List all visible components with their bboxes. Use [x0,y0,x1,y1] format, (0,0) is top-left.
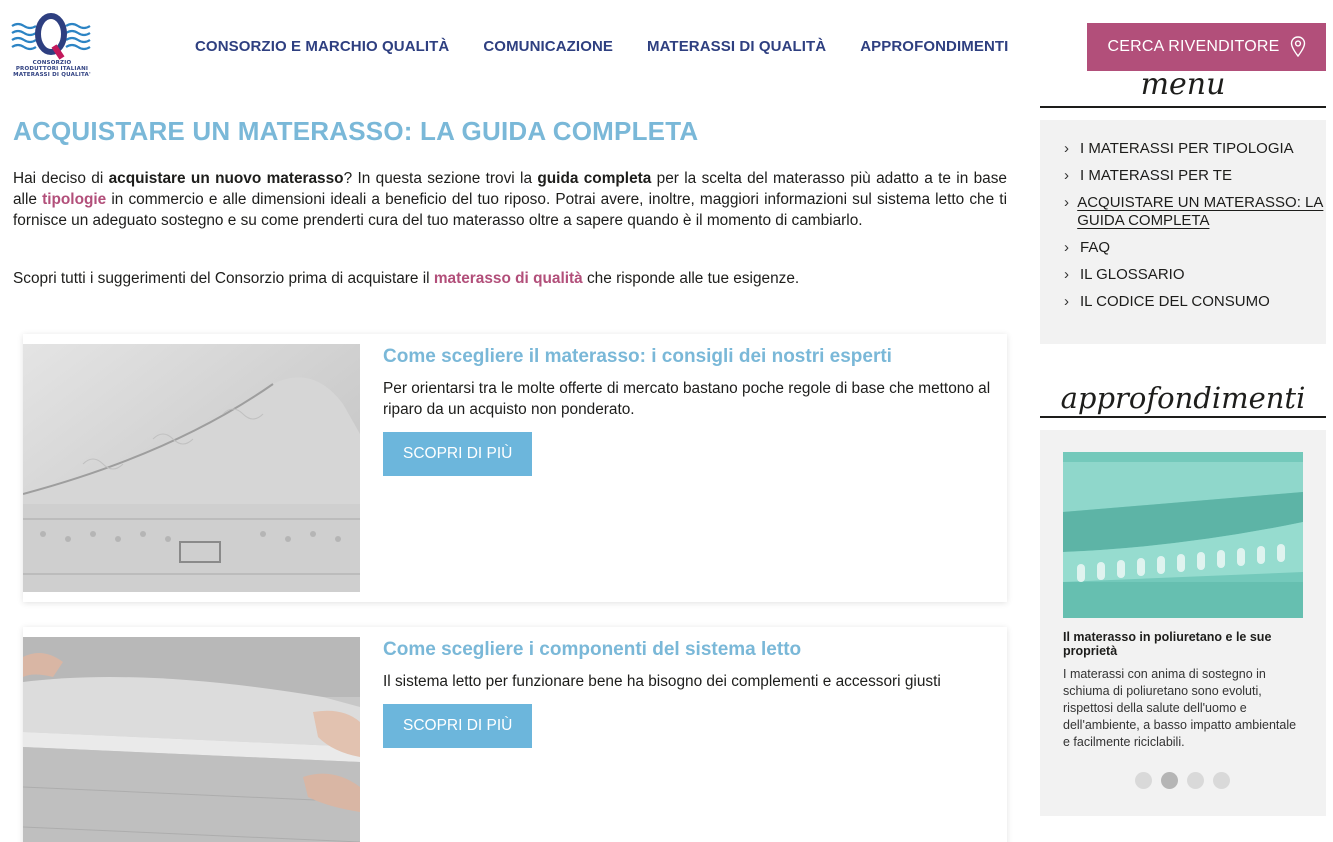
tipologie-link[interactable]: tipologie [42,191,107,208]
mattress-image[interactable] [23,344,360,592]
chevron-right-icon: › [1064,194,1069,211]
intro-paragraph: Hai deciso di acquistare un nuovo materasso? In questa sezione trovi la guida completa per la scelta del materasso più adatto a te in base alle tipologie in commercio e alle dimensioni ideali a beneficio del tuo riposo. Potrai avere, inoltre, maggiori informazioni sul sistema letto che ti fornisce un adeguato sostegno e su come prenderti cura del tuo materasso oltre a sapere quando è il momento di cambiarlo. [13,170,1007,229]
carousel-dot[interactable] [1213,772,1230,789]
article-card [23,334,1007,602]
carousel-article-title[interactable]: Il materasso in poliuretano e le sue proprietà [1063,630,1272,658]
sidebar-item-guida[interactable]: › ACQUISTARE UN MATERASSO: LA GUIDA COMPLETA [1064,194,1324,229]
carousel-dot-active[interactable] [1161,772,1178,789]
article-card [23,627,1007,842]
approfondimenti-heading: approfondimenti [1040,378,1326,418]
logo-text: CONSORZIO PRODUTTORI ITALIANI MATERASSI DI QUALITA' [13,60,91,78]
nav-comunicazione[interactable]: COMUNICAZIONE [483,38,614,55]
intro-paragraph-2: Scopri tutti i suggerimenti del Consorzio prima di acquistare il materasso di qualità che risponde alle tue esigenze. [13,270,800,287]
nav-consorzio[interactable]: CONSORZIO E MARCHIO QUALITÀ [195,38,450,55]
location-pin-icon [1290,36,1306,58]
card-text: Per orientarsi tra le molte offerte di mercato bastano poche regole di base che mettono al riparo da un acquisto non ponderato. [383,380,991,418]
carousel-article-text: I materassi con anima di sostegno in schiuma di poliuretano sono evoluti, rispettosi della salute dell'uomo e dell'ambiente, a basso impatto ambientale e facilmente riciclabili. [1063,667,1297,749]
card-body [383,346,993,476]
cta-label: CERCA RIVENDITORE [1107,38,1280,55]
scopri-button[interactable]: SCOPRI DI PIÙ [383,704,532,748]
site-logo[interactable] [10,12,94,82]
chevron-right-icon: › [1064,167,1069,184]
carousel-dots [1135,772,1230,789]
sidebar-item-per-te[interactable]: › I MATERASSI PER TE [1064,167,1232,184]
chevron-right-icon: › [1064,266,1069,283]
sidebar-item-faq[interactable]: › FAQ [1064,239,1111,256]
sidebar-item-codice[interactable]: › IL CODICE DEL CONSUMO [1064,293,1270,310]
menu-heading: menu [1040,74,1326,108]
card-body [383,639,993,748]
logo-mark [10,12,94,60]
chevron-right-icon: › [1064,140,1069,157]
chevron-right-icon: › [1064,293,1069,310]
card-title[interactable]: Come scegliere il materasso: i consigli dei nostri esperti [383,346,892,367]
scopri-button[interactable]: SCOPRI DI PIÙ [383,432,532,476]
page-title: ACQUISTARE UN MATERASSO: LA GUIDA COMPLETA [13,116,699,146]
nav-materassi[interactable]: MATERASSI DI QUALITÀ [647,38,827,55]
carousel-dot[interactable] [1135,772,1152,789]
foam-mattress-image[interactable] [1063,452,1303,618]
sidebar-item-tipologia[interactable]: › I MATERASSI PER TIPOLOGIA [1064,140,1294,157]
sidebar-menu [1040,120,1326,344]
approfondimenti-carousel [1040,430,1326,816]
card-text: Il sistema letto per funzionare bene ha bisogno dei complementi e accessori giusti [383,673,941,690]
main-nav [195,38,1008,55]
card-title[interactable]: Come scegliere i componenti del sistema letto [383,639,802,660]
cerca-rivenditore-button[interactable] [1087,23,1326,71]
sidebar-item-glossario[interactable]: › IL GLOSSARIO [1064,266,1185,283]
bed-system-image[interactable] [23,637,360,842]
materasso-qualita-link[interactable]: materasso di qualità [433,270,583,287]
chevron-right-icon: › [1064,239,1069,256]
carousel-dot[interactable] [1187,772,1204,789]
nav-approfondimenti[interactable]: APPROFONDIMENTI [860,38,1009,55]
